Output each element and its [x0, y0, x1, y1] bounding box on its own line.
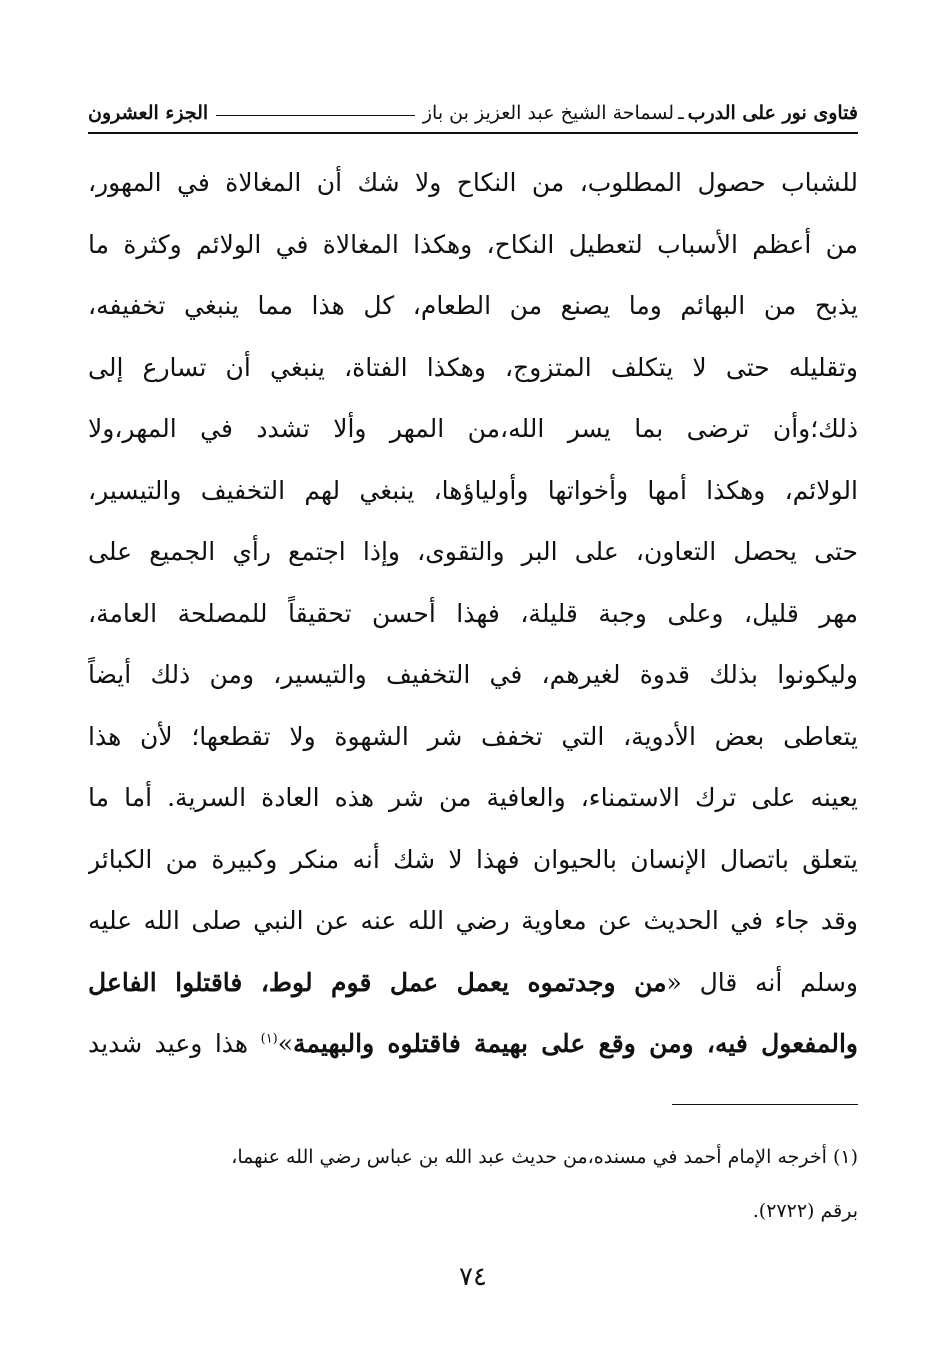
footnote — [88, 1130, 858, 1238]
body-line: وقد جاء في الحديث عن معاوية رضي الله عنه عن النبي صلى الله عليه — [88, 906, 858, 935]
hadith-text: من وجدتموه يعمل عمل قوم لوط، فاقتلوا الفاعل — [88, 967, 667, 997]
body-line: وتقليله حتى لا يتكلف المتزوج، وهكذا الفتاة، ينبغي أن تسارع إلى — [88, 352, 858, 382]
running-header — [88, 98, 858, 128]
body-line: حتى يحصل التعاون، على البر والتقوى، وإذا اجتمع رأي الجميع على — [88, 537, 858, 566]
body-line: الولائم، وهكذا أمها وأخواتها وأولياؤها، ينبغي لهم التخفيف والتيسير، — [88, 475, 858, 505]
footnote-reference[interactable]: (١) — [260, 1031, 278, 1047]
footnote-line: (١) أخرجه الإمام أحمد في مسنده،من حديث عبد الله بن عباس رضي الله عنهما، — [231, 1146, 858, 1168]
header-rule — [216, 115, 415, 116]
hadith-line — [88, 1013, 858, 1075]
footnote-line: برقم (٢٧٢٢). — [752, 1200, 858, 1222]
page-number: ٧٤ — [459, 1262, 487, 1292]
hadith-text: والمفعول فيه، ومن وقع على بهيمة فاقتلوه والبهيمة — [293, 1029, 858, 1058]
body-line: وليكونوا بذلك قدوة لغيرهم، في التخفيف والتيسير، ومن ذلك أيضاً — [88, 660, 858, 689]
body-line: يتعاطى بعض الأدوية، التي تخفف شر الشهوة ولا تقطعها؛ لأن هذا — [88, 721, 858, 751]
closing-quote: » — [277, 1029, 294, 1058]
hadith-intro: وسلم أنه قال « — [666, 967, 858, 997]
footnote-divider — [672, 1104, 858, 1105]
body-line: يذبح من البهائم وما يصنع من الطعام، كل هذا مما ينبغي تخفيفه، — [88, 291, 858, 320]
header-separator: ـ — [678, 102, 684, 124]
header-divider — [88, 132, 858, 134]
hadith-line — [88, 952, 858, 1014]
body-line: مهر قليل، وعلى وجبة قليلة، فهذا أحسن تحقيقاً للمصلحة العامة، — [88, 598, 858, 628]
body-line: ذلك؛وأن ترضى بما يسر الله،من المهر وألا تشدد في المهر،ولا — [88, 414, 858, 443]
volume-label: الجزء العشرون — [88, 102, 209, 124]
author-name: لسماحة الشيخ عبد العزيز بن باز — [422, 102, 675, 124]
line-tail: هذا وعيد شديد — [88, 1029, 261, 1058]
body-line: يتعلق باتصال الإنسان بالحيوان فهذا لا شك أنه منكر وكبيرة من الكبائر — [88, 844, 858, 874]
body-line: للشباب حصول المطلوب، من النكاح ولا شك أن المغالاة في المهور، — [88, 168, 858, 197]
body-line: من أعظم الأسباب لتعطيل النكاح، وهكذا المغالاة في الولائم وكثرة ما — [88, 229, 858, 259]
body-text — [88, 152, 858, 1075]
body-line: يعينه على ترك الاستمناء، والعافية من شر هذه العادة السرية. أما ما — [88, 783, 858, 812]
book-title: فتاوى نور على الدرب — [687, 102, 858, 124]
